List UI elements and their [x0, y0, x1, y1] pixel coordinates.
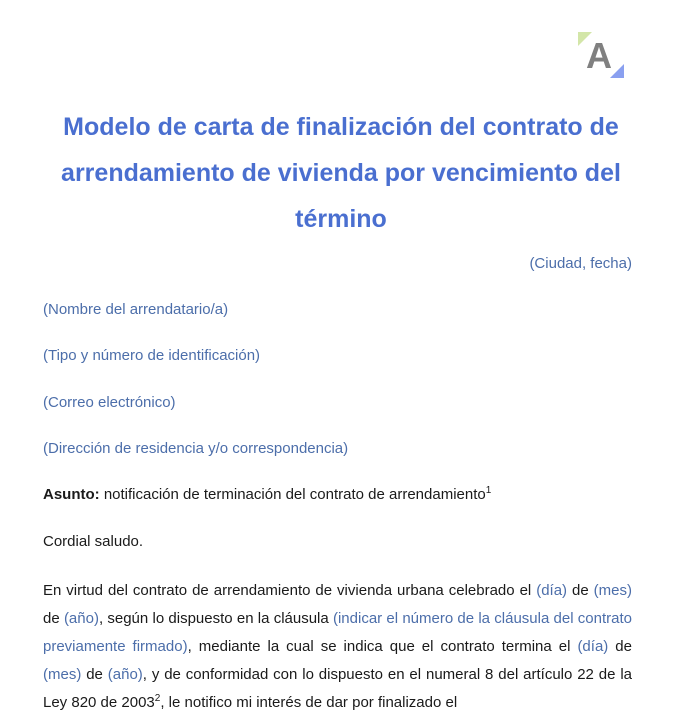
placeholder-month: (mes): [43, 666, 82, 683]
body-text: de: [43, 610, 64, 627]
placeholder-day: (día): [536, 582, 568, 599]
placeholder-year: (año): [63, 610, 99, 627]
subject-label: Asunto:: [43, 486, 100, 503]
subject-line: [43, 486, 491, 503]
body-footnote: 2: [154, 693, 161, 704]
logo-letter: A: [586, 35, 612, 76]
body-text: de: [81, 666, 108, 683]
logo-icon: [578, 32, 626, 80]
body-text: En virtud del contrato de arrendamiento de vivienda urbana celebrado el: [43, 582, 537, 599]
placeholder-month: (mes): [593, 582, 632, 599]
placeholder-day: (día): [577, 638, 609, 655]
body-text: , le notifico mi interés de dar por finalizado el: [160, 694, 458, 711]
body-text: de: [608, 638, 632, 655]
logo-blue-corner: [610, 64, 624, 78]
brand-logo: [578, 32, 626, 80]
body-paragraph: [43, 577, 632, 717]
recipient-id: (Tipo y número de identificación): [43, 347, 261, 364]
placeholder-clause: (indicar el número de la cláusula del contrato previamente firmado): [43, 610, 633, 655]
city-date-placeholder: (Ciudad, fecha): [529, 255, 632, 272]
subject-text: notificación de terminación del contrato de arrendamiento: [99, 486, 486, 503]
body-text: , mediante la cual se indica que el contrato termina el: [187, 638, 578, 655]
body-text: , según lo dispuesto en la cláusula: [98, 610, 333, 627]
recipient-email: (Correo electrónico): [43, 394, 176, 411]
placeholder-year: (año): [107, 666, 143, 683]
subject-footnote: 1: [485, 485, 492, 496]
document-title: Modelo de carta de finalización del contrato de arrendamiento de vivienda por vencimiento del término: [61, 113, 621, 233]
recipient-address: (Dirección de residencia y/o correspondencia): [43, 440, 349, 457]
body-text: , y de conformidad con lo dispuesto en el numeral 8 del artículo 22 de la Ley 820 de 2003: [43, 666, 632, 711]
greeting: Cordial saludo.: [43, 533, 144, 550]
recipient-name: (Nombre del arrendatario/a): [43, 301, 229, 318]
body-text: de: [567, 582, 594, 599]
